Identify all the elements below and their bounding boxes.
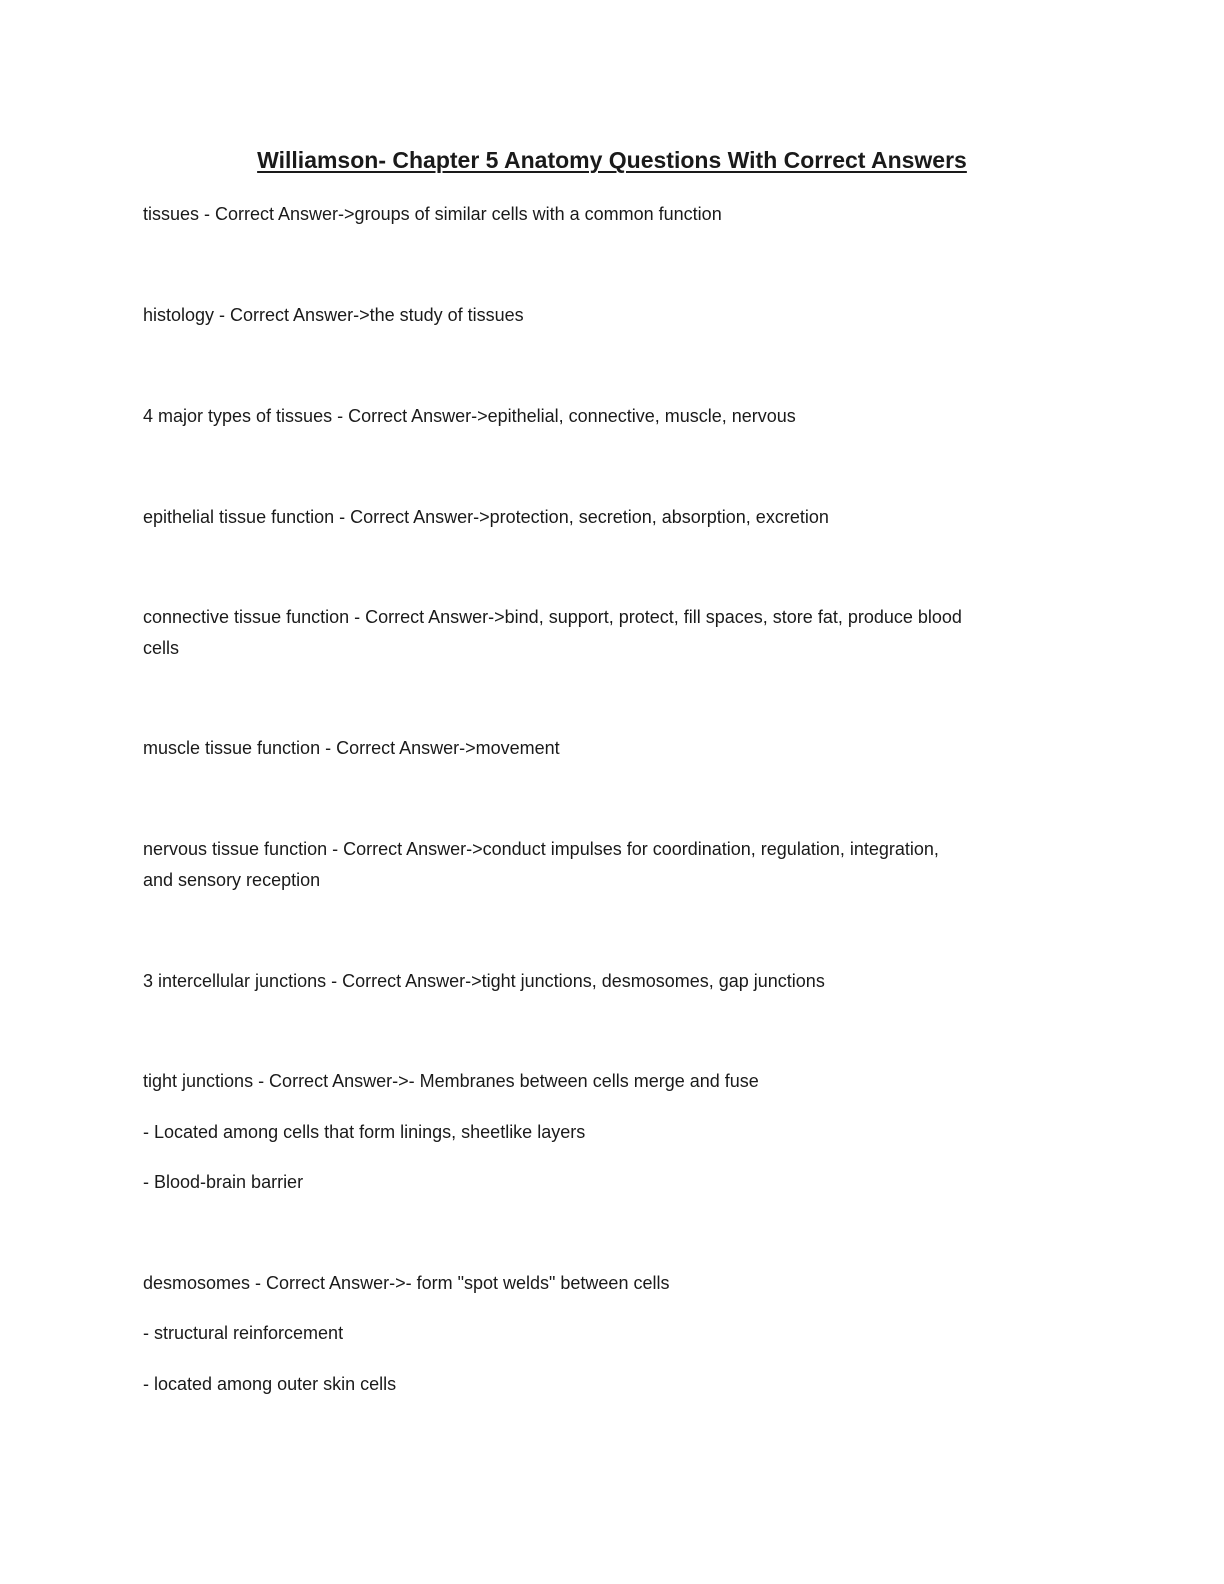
entry-tight-junctions-bullet-1: - Located among cells that form linings, sheetlike layers [143, 1122, 586, 1142]
entry-desmosomes-bullet-1: - structural reinforcement [143, 1323, 344, 1343]
entry-connective-function-cont: cells [143, 638, 180, 658]
entry-intercellular-junctions: 3 intercellular junctions - Correct Answer->tight junctions, desmosomes, gap junctions [143, 971, 825, 991]
entry-major-tissue-types: 4 major types of tissues - Correct Answer->epithelial, connective, muscle, nervous [143, 406, 796, 426]
entry-muscle-function: muscle tissue function - Correct Answer->movement [143, 738, 560, 758]
entry-nervous-function-cont: and sensory reception [143, 870, 321, 890]
entry-histology: histology - Correct Answer->the study of tissues [143, 305, 524, 325]
entry-desmosomes: desmosomes - Correct Answer->- form "spot welds" between cells [143, 1273, 670, 1293]
entry-tissues: tissues - Correct Answer->groups of similar cells with a common function [143, 204, 722, 224]
document-title-text: Williamson- Chapter 5 Anatomy Questions With Correct Answers [257, 147, 967, 173]
document-title [0, 143, 1224, 177]
entry-desmosomes-bullet-2: - located among outer skin cells [143, 1374, 397, 1394]
entry-tight-junctions-bullet-2: - Blood-brain barrier [143, 1172, 304, 1192]
entry-epithelial-function: epithelial tissue function - Correct Answer->protection, secretion, absorption, excretion [143, 507, 829, 527]
entry-nervous-function: nervous tissue function - Correct Answer->conduct impulses for coordination, regulation, integration, [143, 839, 939, 859]
entry-tight-junctions: tight junctions - Correct Answer->- Membranes between cells merge and fuse [143, 1071, 759, 1091]
entry-connective-function: connective tissue function - Correct Answer->bind, support, protect, fill spaces, store fat, produce blood [143, 607, 962, 627]
